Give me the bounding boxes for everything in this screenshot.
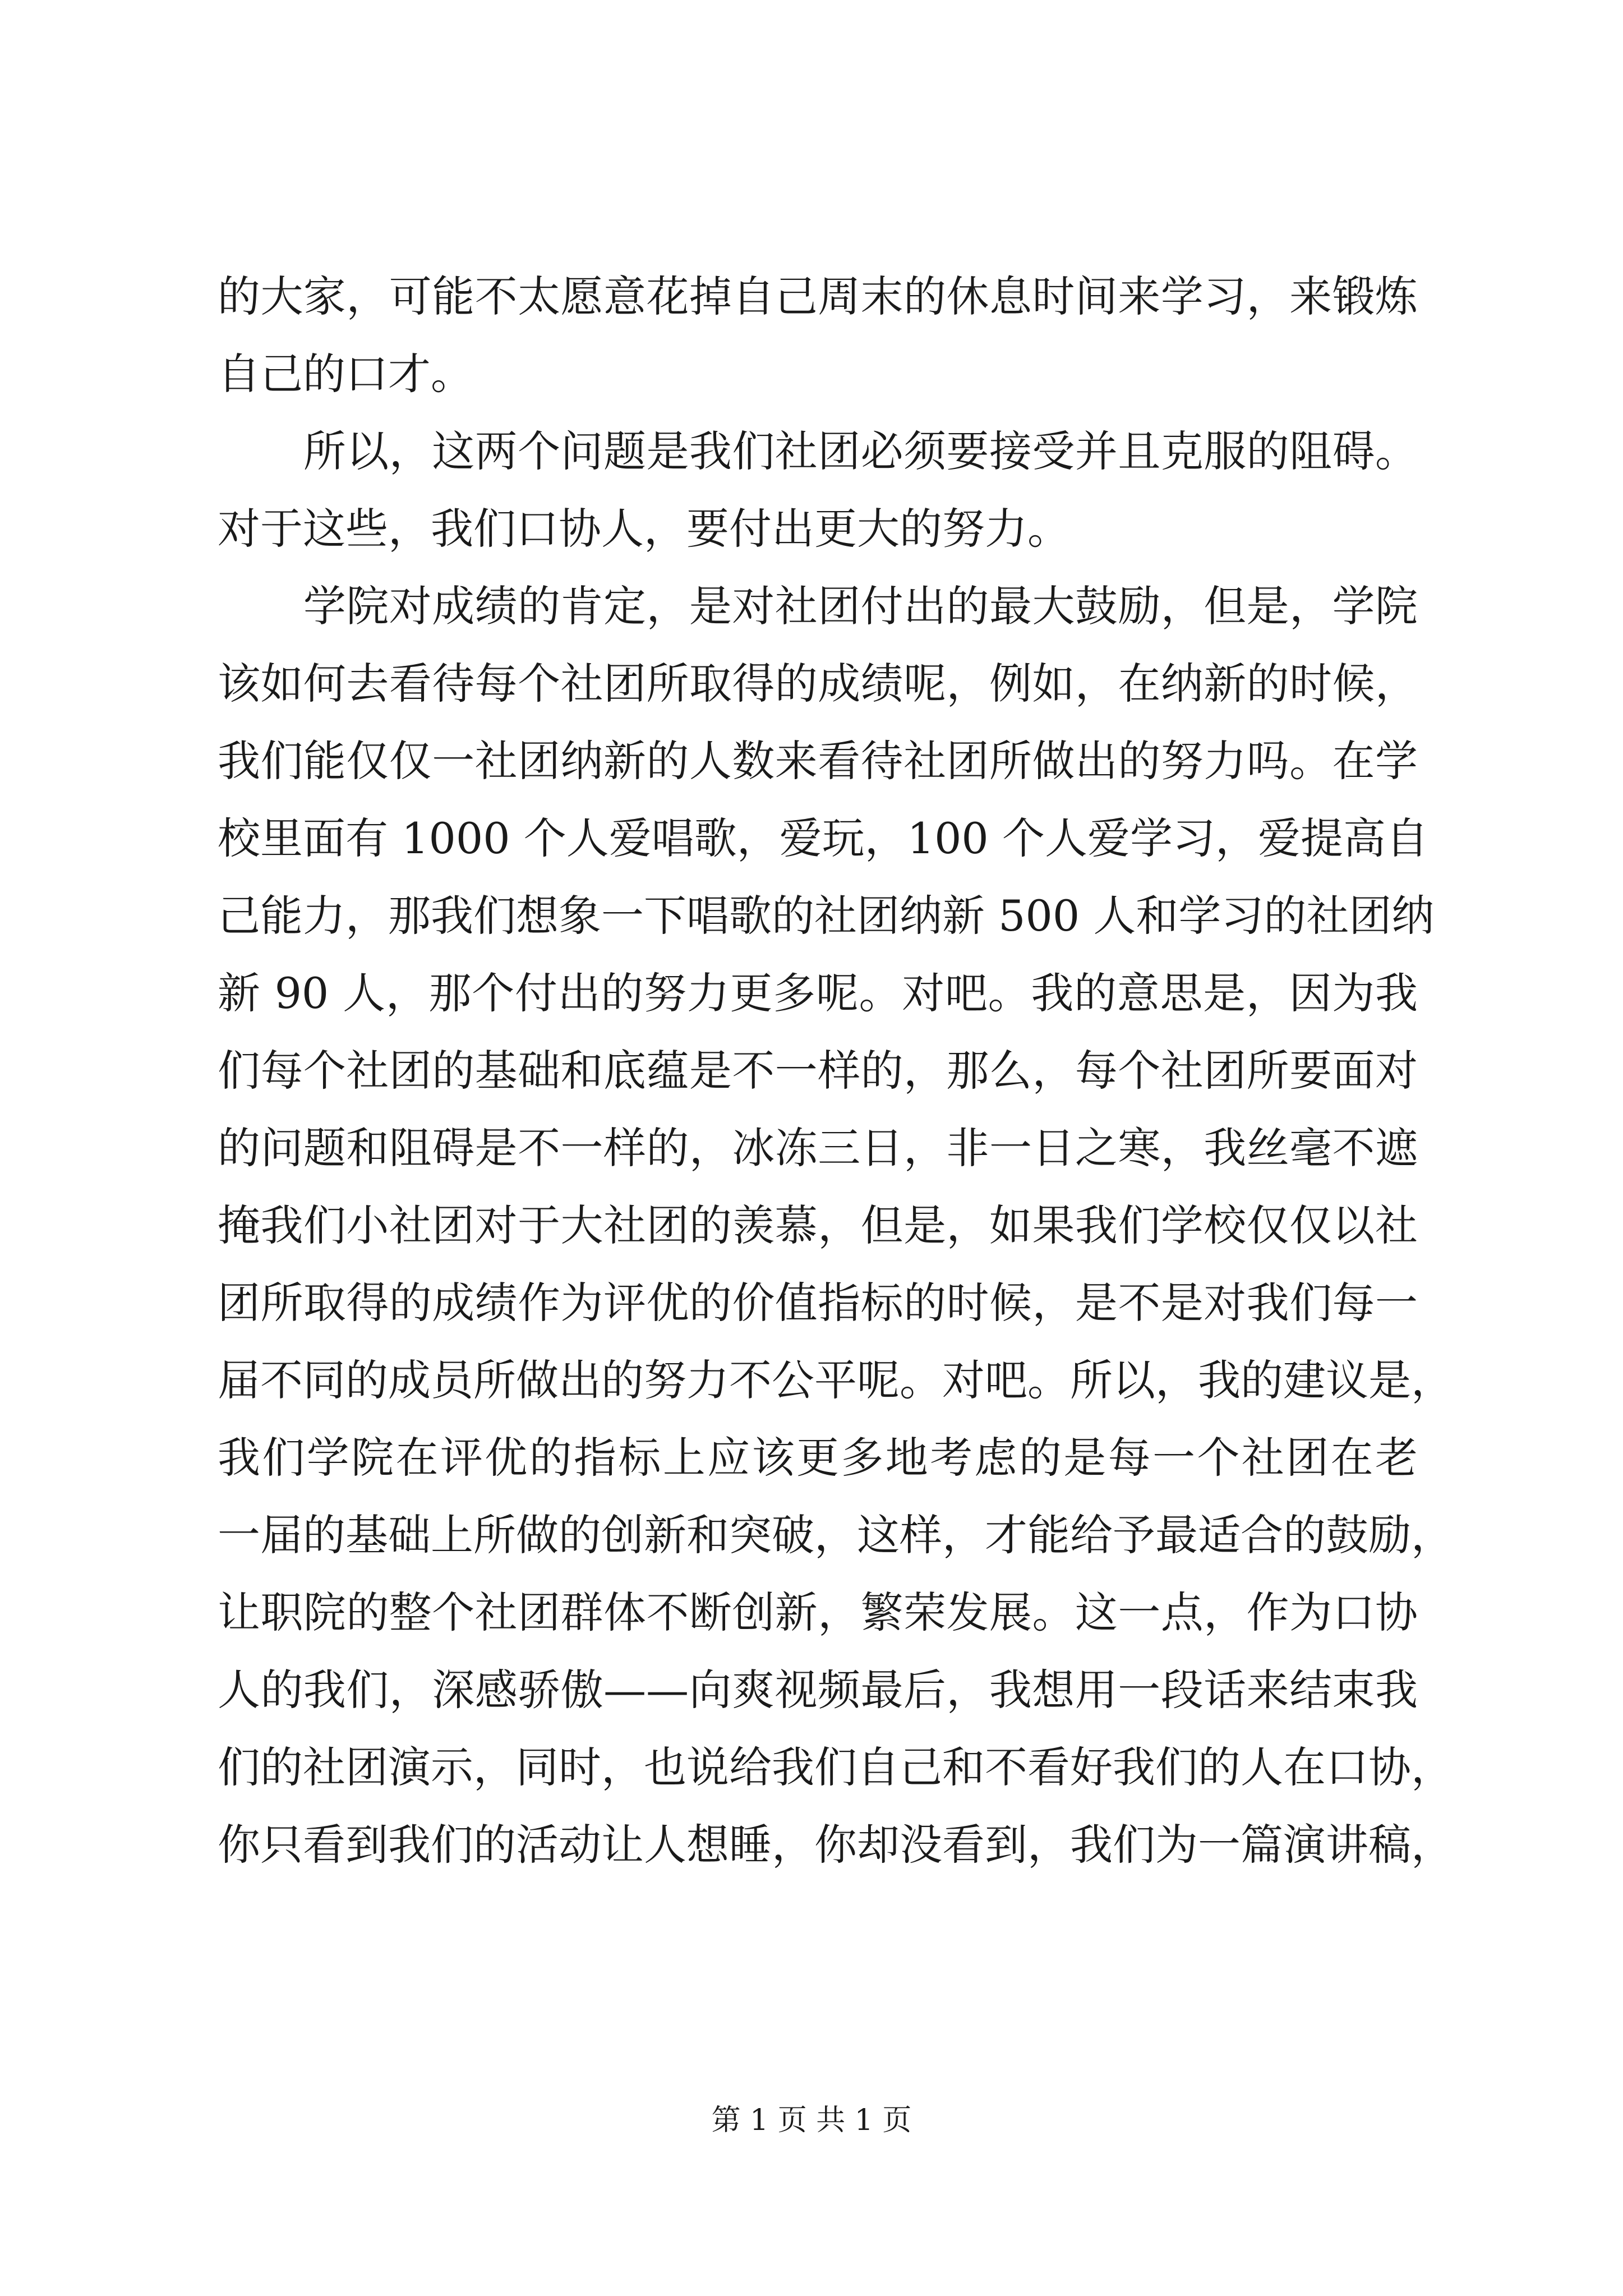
text-line: 的大家，可能不太愿意花掉自己周末的休息时间来学习，来锻炼 [218,272,1418,321]
text-line: 掩我们小社团对于大社团的羡慕，但是，如果我们学校仅仅以社 [218,1200,1418,1250]
text-line: 一届的基础上所做的创新和突破，这样，才能给予最适合的鼓励， [218,1510,1454,1560]
text-line: 该如何去看待每个社团所取得的成绩呢，例如，在纳新的时候， [218,659,1418,708]
text-line: 校里面有 1000 个人爱唱歌，爱玩，100 个人爱学习，爱提高自 [218,813,1428,863]
text-line: 己能力，那我们想象一下唱歌的社团纳新 500 人和学习的社团纳 [218,891,1435,941]
text-line: 学院对成绩的肯定，是对社团付出的最大鼓励，但是，学院 [218,581,1418,631]
text-line: 人的我们，深感骄傲——向爽视频最后，我想用一段话来结束我 [218,1665,1418,1715]
text-line: 所以，这两个问题是我们社团必须要接受并且克服的阻碍。 [218,426,1418,476]
text-line: 自己的口才。 [218,349,473,399]
text-line: 们每个社团的基础和底蕴是不一样的，那么，每个社团所要面对 [218,1046,1418,1096]
page-footer: 第 1 页 共 1 页 [711,2104,912,2137]
text-line: 们的社团演示，同时，也说给我们自己和不看好我们的人在口协， [218,1742,1454,1792]
text-line: 你只看到我们的活动让人想睡，你却没看到，我们为一篇演讲稿， [218,1820,1454,1870]
text-line: 我们学院在评优的指标上应该更多地考虑的是每一个社团在老 [218,1433,1418,1483]
text-line: 让职院的整个社团群体不断创新，繁荣发展。这一点，作为口协 [218,1588,1418,1637]
text-line: 团所取得的成绩作为评优的价值指标的时候，是不是对我们每一 [218,1278,1418,1328]
text-line: 新 90 人，那个付出的努力更多呢。对吧。我的意思是，因为我 [218,968,1418,1018]
text-line: 届不同的成员所做出的努力不公平呢。对吧。所以，我的建议是， [218,1355,1454,1405]
text-line: 对于这些，我们口协人，要付出更大的努力。 [218,504,1070,554]
body-text [218,258,1454,1884]
text-line: 我们能仅仅一社团纳新的人数来看待社团所做出的努力吗。在学 [218,736,1418,786]
text-line: 的问题和阻碍是不一样的，冰冻三日，非一日之寒，我丝毫不遮 [218,1123,1418,1173]
